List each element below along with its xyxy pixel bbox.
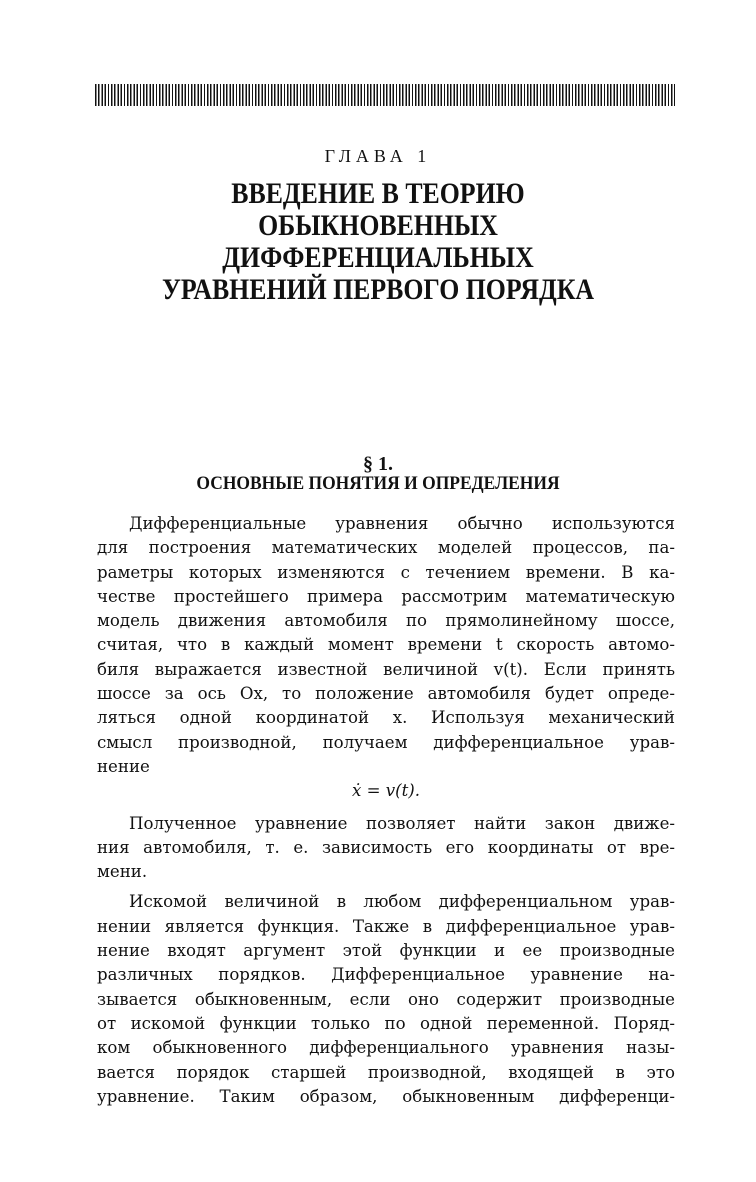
text-line: раметры которых изменяются с течением времени. В ка- bbox=[97, 562, 675, 582]
text-line: смысл производной, получаем дифференциальное урав- bbox=[97, 732, 675, 752]
text-line: от искомой функции только по одной переменной. Поряд- bbox=[97, 1013, 675, 1033]
formula bbox=[97, 779, 675, 803]
paragraph-3 bbox=[97, 890, 675, 1109]
text-line: считая, что в каждый момент времени t скорость автомо- bbox=[97, 635, 675, 655]
body-text bbox=[97, 512, 675, 1109]
text-line: Дифференциальные уравнения обычно используются bbox=[129, 514, 675, 533]
text-line: ния автомобиля, т. е. зависимость его координаты от вре- bbox=[97, 837, 675, 857]
chapter-title bbox=[122, 178, 635, 306]
text-line: честве простейшего примера рассмотрим математическую bbox=[97, 586, 675, 606]
text-line: уравнение. Таким образом, обыкновенным дифференци- bbox=[97, 1086, 675, 1106]
text-line: нение bbox=[97, 756, 150, 776]
chapter-title-line: ОБЫКНОВЕННЫХ bbox=[258, 209, 498, 242]
text-line: биля выражается известной величиной v(t). Если принять bbox=[97, 659, 675, 679]
text-line: нение входят аргумент этой функции и ее производные bbox=[97, 941, 675, 961]
chapter-title-line: ДИФФЕРЕНЦИАЛЬНЫХ bbox=[222, 241, 534, 274]
text-line: нении является функция. Также в дифференциальное урав- bbox=[97, 916, 675, 936]
text-line: ком обыкновенного дифференциального уравнения назы- bbox=[97, 1038, 675, 1058]
text-line: для построения математических моделей процессов, па- bbox=[97, 538, 675, 558]
text-line: различных порядков. Дифференциальное уравнение на- bbox=[97, 965, 675, 985]
text-line: вается порядок старшей производной, входящей в это bbox=[97, 1062, 675, 1082]
text-line: зывается обыкновенным, если оно содержит производные bbox=[97, 989, 675, 1009]
formula-text: ẋ = v(t). bbox=[351, 781, 421, 801]
chapter-header-ornament bbox=[95, 84, 675, 106]
chapter-title-line: УРАВНЕНИЙ ПЕРВОГО ПОРЯДКА bbox=[161, 273, 595, 306]
section-title: ОСНОВНЫЕ ПОНЯТИЯ И ОПРЕДЕЛЕНИЯ bbox=[196, 473, 560, 494]
paragraph-2 bbox=[97, 812, 675, 885]
paragraph-1 bbox=[97, 512, 675, 779]
text-line: шоссе за ось Ox, то положение автомобиля будет опреде- bbox=[97, 684, 675, 704]
text-line: Искомой величиной в любом дифференциальном урав- bbox=[129, 892, 675, 912]
chapter-label: ГЛАВА 1 bbox=[324, 146, 432, 166]
text-line: Полученное уравнение позволяет найти закон движе- bbox=[129, 813, 675, 833]
section-number: § 1. bbox=[363, 453, 393, 475]
chapter-title-line: ВВЕДЕНИЕ В ТЕОРИЮ bbox=[231, 177, 525, 210]
text-line: мени. bbox=[97, 862, 148, 882]
text-line: модель движения автомобиля по прямолинейному шоссе, bbox=[97, 611, 675, 631]
text-line: ляться одной координатой x. Используя механический bbox=[97, 708, 675, 728]
